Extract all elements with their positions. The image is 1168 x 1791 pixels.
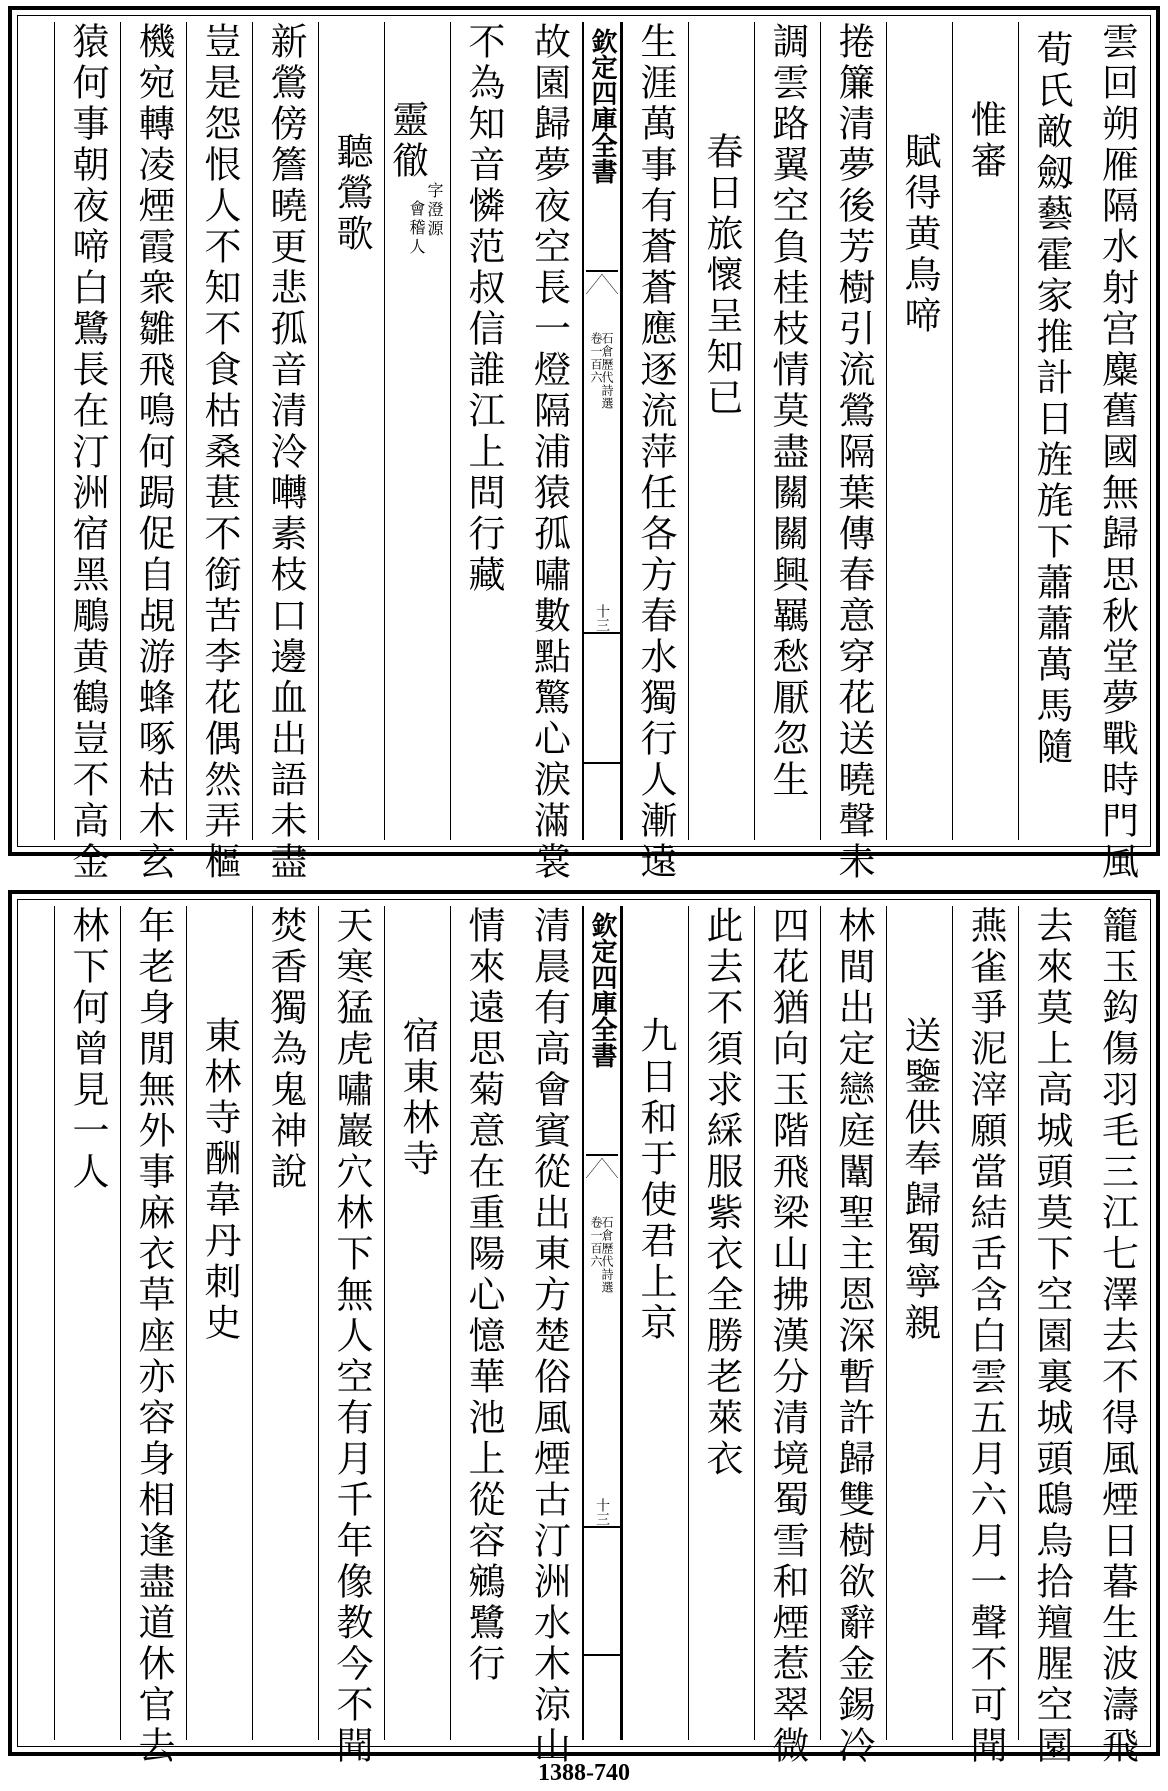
text-line: 故園歸夢夜空長一燈隔浦猿孤嘯數點驚心淚滿裳 <box>527 22 571 883</box>
text-line: 去來莫上高城頭莫下空園裏城頭鴟烏拾羶腥空園 <box>1030 906 1073 1767</box>
top-col-r4 <box>886 22 952 840</box>
poem-title: 聽鶯歌 <box>330 132 373 255</box>
top-col-l1 <box>516 22 582 883</box>
text-line: 生涯萬事有蒼蒼應逐流萍任各方春水獨行人漸遠 <box>634 22 677 883</box>
top-col-l6 <box>186 22 252 883</box>
bottom-col-l8 <box>54 906 120 1740</box>
gutter-volume: 卷一百六 <box>589 1216 603 1268</box>
top-col-r1 <box>1084 22 1150 883</box>
top-col-r8 <box>622 22 688 883</box>
text-line: 林間出定戀庭闈聖主恩深暫許歸雙樹欲辭金錫冷 <box>832 906 875 1767</box>
text-line: 焚香獨為鬼神說 <box>264 906 307 1193</box>
gutter-rule <box>584 1654 620 1656</box>
bottom-col-l1 <box>516 906 582 1767</box>
text-line: 新鶯傍簷曉更悲孤音清泠囀素枝口邊血出語未盡 <box>264 22 307 883</box>
text-line: 雲回朔雁隔水射宫麋舊國無歸思秋堂夢戰時門風 <box>1095 22 1139 883</box>
text-line: 不為知音憐范叔信誰江上問行藏 <box>462 22 505 596</box>
text-line: 荀氏敵劔藝霍家推計日旌旄下蕭蕭萬馬隨 <box>1030 30 1073 768</box>
bottom-col-r7 <box>688 906 754 1740</box>
text-line: 機宛轉凌煙霞衆雛飛鳴何跼促自覘游蜂啄枯木玄 <box>132 22 175 883</box>
bottom-gutter <box>582 906 622 1740</box>
text-line: 年老身閒無外事麻衣草座亦容身相逢盡道休官去 <box>132 906 175 1767</box>
bottom-col-l3 <box>384 906 450 1740</box>
bottom-col-r1 <box>1084 906 1150 1767</box>
bottom-page-panel <box>8 890 1160 1767</box>
fish-tail-mark <box>586 270 618 306</box>
top-col-r7 <box>688 22 754 840</box>
gutter-page-number: 十三 <box>594 604 610 632</box>
top-page-panel <box>8 6 1160 883</box>
author-note: 會稽人 <box>407 200 426 257</box>
poem-title: 九日和于使君上京 <box>634 1016 677 1344</box>
gutter-title: 欽定四庫全書 <box>587 28 617 184</box>
fish-tail-mark <box>586 1154 618 1190</box>
bottom-col-l2 <box>450 906 516 1740</box>
top-col-l2 <box>450 22 516 840</box>
top-col-l4 <box>318 22 384 840</box>
bottom-col-r3 <box>952 906 1018 1767</box>
bottom-col-r5 <box>820 906 886 1767</box>
text-line: 豈是怨恨人不知不食枯桑葚不銜苦李花偶然弄樞 <box>198 22 241 883</box>
gutter-page-number: 十三 <box>594 1498 610 1526</box>
top-col-l5 <box>252 22 318 883</box>
top-col-r6 <box>754 22 820 840</box>
text-line: 燕雀爭泥滓願當結舌含白雲五月六月一聲不可聞 <box>964 906 1007 1767</box>
text-line: 調雲路翼空負桂枝情莫盡關關興羈愁厭忽生 <box>766 22 809 801</box>
author-name: 靈徹 <box>385 100 429 182</box>
author-name: 惟審 <box>964 100 1007 182</box>
top-col-l8 <box>54 22 120 883</box>
bottom-col-l7 <box>120 906 186 1767</box>
poem-title: 宿東林寺 <box>396 1016 439 1180</box>
bottom-page-frame <box>17 899 1151 1767</box>
bottom-col-l5 <box>252 906 318 1740</box>
gutter-rule <box>584 762 620 764</box>
gutter-volume: 卷一百六 <box>589 332 603 384</box>
top-page-frame <box>17 15 1151 883</box>
gutter-rule <box>584 1526 620 1528</box>
page-footer-number: 1388-740 <box>538 1760 630 1786</box>
bottom-col-r8 <box>622 906 688 1740</box>
text-line: 捲簾清夢後芳樹引流鶯隔葉傳春意穿花送曉聲未 <box>832 22 875 883</box>
text-line: 此去不須求綵服紫衣全勝老萊衣 <box>700 906 743 1480</box>
poem-title: 春日旅懷呈知已 <box>700 132 743 419</box>
top-col-r2 <box>1018 22 1084 840</box>
top-col-r3 <box>952 22 1018 840</box>
top-col-r5 <box>820 22 886 883</box>
bottom-col-l6 <box>186 906 252 1740</box>
text-line: 林下何曾見一人 <box>66 906 109 1193</box>
top-col-l3 <box>384 22 450 840</box>
bottom-col-r6 <box>754 906 820 1767</box>
bottom-col-l4 <box>318 906 384 1767</box>
poem-title: 送鑒供奉歸蜀寧親 <box>898 1016 941 1344</box>
text-line: 籠玉鈎傷羽毛三江七澤去不得風煙日暮生波濤飛 <box>1095 906 1139 1767</box>
gutter-book-title: 石倉歷代詩選 <box>600 332 614 410</box>
text-line: 猿何事朝夜啼白鷺長在汀洲宿黑鵰黄鶴豈不高金 <box>66 22 109 883</box>
gutter-book-title: 石倉歷代詩選 <box>600 1216 614 1294</box>
bottom-col-r2 <box>1018 906 1084 1767</box>
poem-title: 賦得黄鳥啼 <box>898 132 941 337</box>
poem-title: 東林寺酬韋丹刺史 <box>198 1016 241 1344</box>
text-line: 四花猶向玉階飛梁山拂漢分清境蜀雪和煙惹翠微 <box>766 906 809 1767</box>
top-col-l7 <box>120 22 186 883</box>
gutter-rule <box>584 632 620 634</box>
text-line: 情來遠思菊意在重陽心憶華池上從容鵷鷺行 <box>462 906 505 1685</box>
gutter-title: 欽定四庫全書 <box>587 912 617 1068</box>
top-gutter <box>582 22 622 840</box>
bottom-col-r4 <box>886 906 952 1740</box>
text-line: 清晨有高會賓從出東方楚俗風煙古汀洲水木涼山 <box>527 906 571 1767</box>
author-note: 字澄源 <box>425 182 444 239</box>
text-line: 天寒猛虎嘯巖穴林下無人空有月千年像教今不聞 <box>330 906 373 1767</box>
